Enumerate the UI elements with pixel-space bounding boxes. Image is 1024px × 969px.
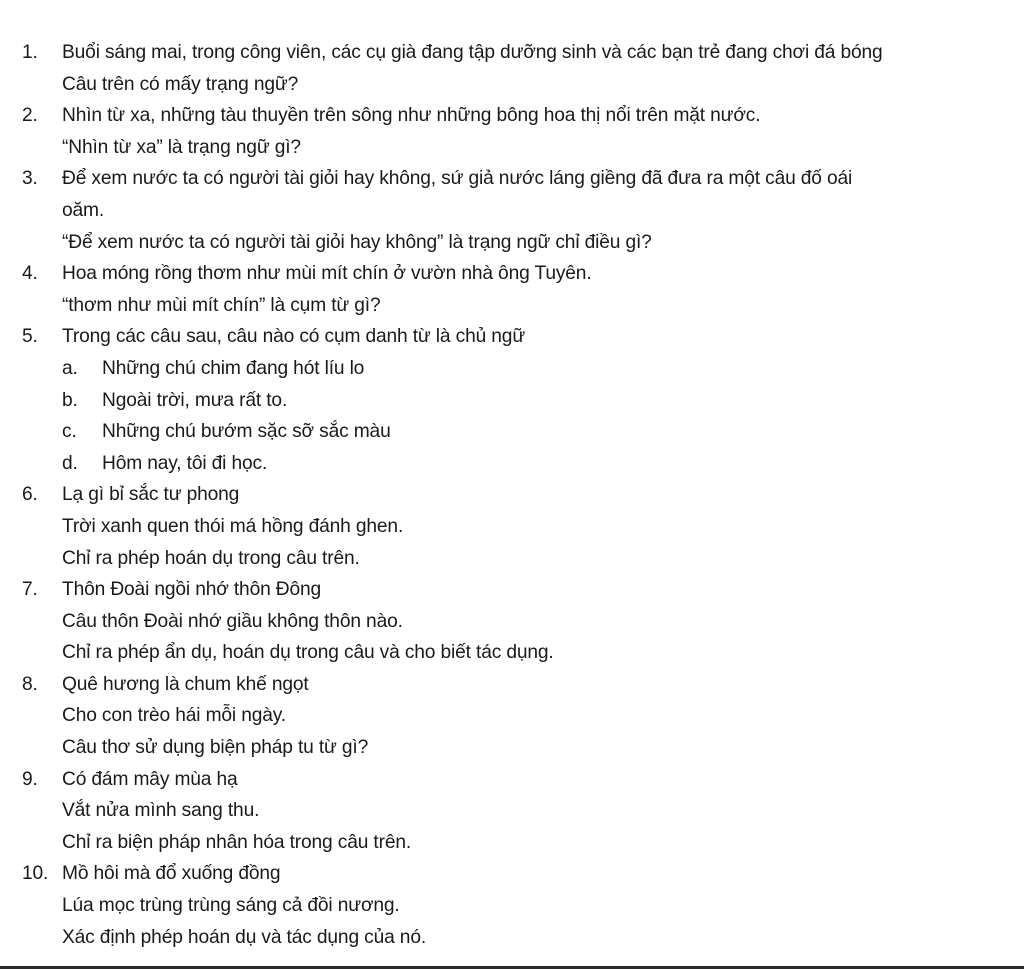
option-text: Những chú bướm sặc sỡ sắc màu <box>102 421 391 443</box>
question-number: 3. <box>22 168 38 190</box>
question-number: 6. <box>22 484 38 506</box>
question-text: Thôn Đoài ngồi nhớ thôn Đông <box>62 579 322 601</box>
question-text: Lúa mọc trùng trùng sáng cả đồi nương. <box>62 895 400 917</box>
question-item <box>0 100 1024 163</box>
question-number: 1. <box>22 42 38 63</box>
option-letter: a. <box>62 357 78 379</box>
question-item <box>0 321 1024 479</box>
question-text: Nhìn từ xa, những tàu thuyền trên sông như những bông hoa thị nổi trên mặt nước. <box>62 105 761 127</box>
question-text: oăm. <box>62 199 105 221</box>
question-text: Vắt nửa mình sang thu. <box>62 800 260 822</box>
question-line <box>0 290 1024 322</box>
question-item <box>0 669 1024 764</box>
question-item <box>0 37 1024 100</box>
question-line <box>0 732 1024 764</box>
question-line <box>0 69 1024 101</box>
question-text: Buổi sáng mai, trong công viên, các cụ già đang tập dưỡng sinh và các bạn trẻ đang chơi đá bóng <box>62 42 883 63</box>
question-text: Chỉ ra phép ẩn dụ, hoán dụ trong câu và cho biết tác dụng. <box>62 642 554 664</box>
question-number: 7. <box>22 579 38 601</box>
question-text: Trong các câu sau, câu nào có cụm danh từ là chủ ngữ <box>62 326 526 348</box>
question-text: Câu trên có mấy trạng ngữ? <box>62 73 299 95</box>
question-text: “Để xem nước ta có người tài giỏi hay không” là trạng ngữ chỉ điều gì? <box>62 231 652 253</box>
question-text: Quê hương là chum khế ngọt <box>62 673 309 695</box>
question-line <box>0 195 1024 227</box>
question-number: 10. <box>22 863 49 885</box>
question-line <box>0 227 1024 259</box>
question-list <box>0 37 1024 953</box>
question-line <box>0 543 1024 575</box>
question-item <box>0 163 1024 258</box>
option-text: Hôm nay, tôi đi học. <box>102 452 268 474</box>
answer-option <box>0 353 1024 385</box>
question-line <box>0 827 1024 859</box>
question-first-line <box>0 163 1024 195</box>
question-line <box>0 700 1024 732</box>
question-line <box>0 511 1024 543</box>
question-item <box>0 479 1024 574</box>
question-text: Xác định phép hoán dụ và tác dụng của nó. <box>62 926 427 948</box>
question-line <box>0 132 1024 164</box>
option-letter: b. <box>62 389 78 411</box>
question-text: Cho con trèo hái mỗi ngày. <box>62 705 286 727</box>
question-first-line <box>0 858 1024 890</box>
question-text: Trời xanh quen thói má hồng đánh ghen. <box>62 515 404 537</box>
question-first-line <box>0 574 1024 606</box>
question-line <box>0 637 1024 669</box>
answer-option <box>0 448 1024 480</box>
question-text: Để xem nước ta có người tài giỏi hay không, sứ giả nước láng giềng đã đưa ra một câu đố oái <box>62 168 853 190</box>
question-item <box>0 858 1024 953</box>
question-first-line <box>0 100 1024 132</box>
option-letter: c. <box>62 421 77 443</box>
option-text: Những chú chim đang hót líu lo <box>102 357 365 379</box>
question-text: Lạ gì bỉ sắc tư phong <box>62 484 240 506</box>
question-item <box>0 764 1024 859</box>
question-item <box>0 574 1024 669</box>
question-line <box>0 890 1024 922</box>
answer-option <box>0 416 1024 448</box>
question-first-line <box>0 669 1024 701</box>
question-text: “thơm như mùi mít chín” là cụm từ gì? <box>62 294 381 316</box>
question-first-line <box>0 479 1024 511</box>
question-first-line <box>0 764 1024 796</box>
question-item <box>0 258 1024 321</box>
question-text: Câu thôn Đoài nhớ giầu không thôn nào. <box>62 610 403 632</box>
question-line <box>0 795 1024 827</box>
question-text: Mồ hôi mà đổ xuống đồng <box>62 863 281 885</box>
question-text: Câu thơ sử dụng biện pháp tu từ gì? <box>62 737 369 759</box>
question-number: 4. <box>22 263 38 285</box>
question-number: 5. <box>22 326 38 348</box>
option-letter: d. <box>62 452 78 474</box>
question-number: 8. <box>22 673 38 695</box>
question-first-line <box>0 321 1024 353</box>
question-line <box>0 922 1024 954</box>
question-first-line <box>0 37 1024 69</box>
question-text: Có đám mây mùa hạ <box>62 768 238 790</box>
option-text: Ngoài trời, mưa rất to. <box>102 389 288 411</box>
question-text: “Nhìn từ xa” là trạng ngữ gì? <box>62 136 301 158</box>
question-line <box>0 606 1024 638</box>
answer-option <box>0 385 1024 417</box>
question-number: 2. <box>22 105 38 127</box>
question-first-line <box>0 258 1024 290</box>
question-text: Hoa móng rồng thơm như mùi mít chín ở vườn nhà ông Tuyên. <box>62 263 592 285</box>
question-number: 9. <box>22 768 38 790</box>
question-text: Chỉ ra phép hoán dụ trong câu trên. <box>62 547 360 569</box>
question-text: Chỉ ra biện pháp nhân hóa trong câu trên. <box>62 831 412 853</box>
